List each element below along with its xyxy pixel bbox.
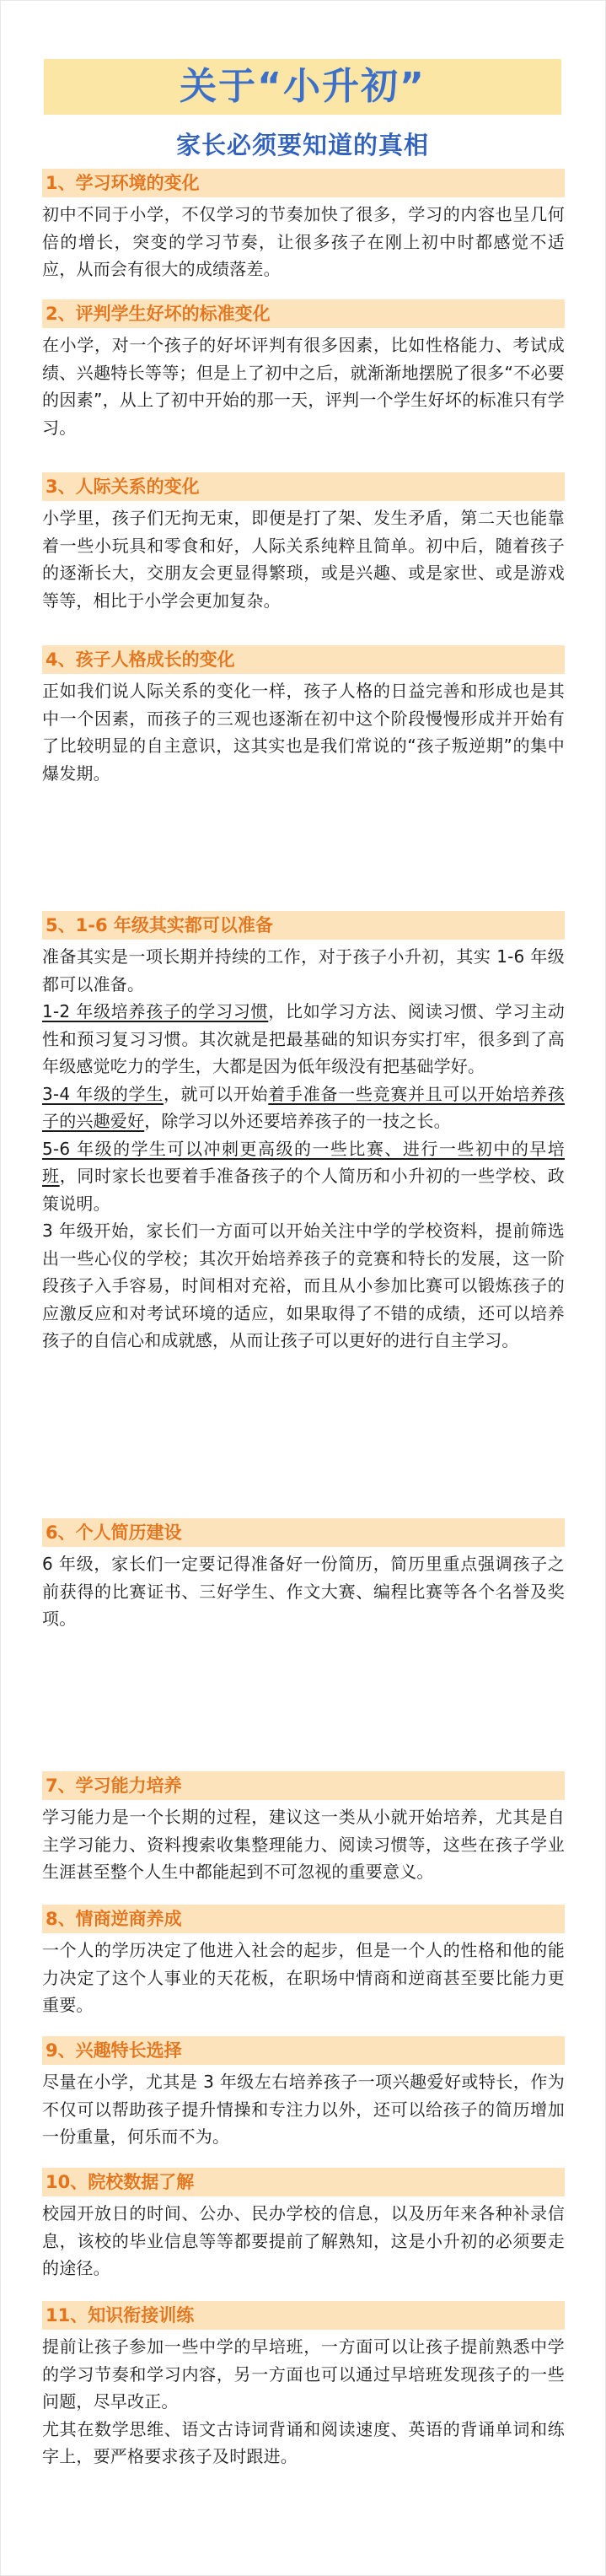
section-paragraph: 3 年级开始，家长们一方面可以开始关注中学的学校资料，提前筛选出一些心仪的学校；其次开始培养孩子的竞赛和特长的发展，这一阶段孩子入手容易，时间相对充裕，而且从小参加比赛可以锻炼孩子的应激反应和对考试环境的适应，如果取得了不错的成绩，还可以培养孩子的自信心和成就感，从而让孩子可以更好的进行自主学习。 [42,1221,565,1350]
section-knowledge-bridge [42,2301,565,2471]
section-paragraph: 一个人的学历决定了他进入社会的起步，但是一个人的性格和他的能力决定了这个人事业的天花板，在职场中情商和逆商甚至要比能力更重要。 [42,1940,565,2015]
page-subtitle: 家长必须要知道的真相 [175,131,429,159]
highlight-text: 1-2 年级培养孩子的学习习惯 [42,1001,269,1021]
highlight-text: 5-6 年级的学生可以冲刺更高级的一些比赛、进行一些初中的早培班 [42,1138,565,1186]
section-personality-growth [42,645,565,787]
section-paragraph [42,1081,565,1135]
section-paragraph: 准备其实是一项长期并持续的工作，对于孩子小升初，其实 1-6 年级都可以准备。 [42,946,565,994]
section-paragraph: 小学里，孩子们无拘无束，即便是打了架、发生矛盾，第二天也能靠着一些小玩具和零食和好，人际关系纯粹且简单。初中后，随着孩子的逐渐长大，交朋友会更显得繁琐，或是兴趣、或是家世、或是游戏等等，相比于小学会更加复杂。 [42,508,565,611]
section-heading: 2、评判学生好坏的标准变化 [42,299,565,328]
section-heading: 4、孩子人格成长的变化 [42,645,565,674]
section-paragraph: 6 年级，家长们一定要记得准备好一份简历，简历里重点强调孩子之前获得的比赛证书、三好学生、作文大赛、编程比赛等各个名誉及奖项。 [42,1554,565,1629]
section-paragraph: 学习能力是一个长期的过程，建议这一类从小就开始培养，尤其是自主学习能力、资料搜索收集整理能力、阅读习惯等，这些在孩子学业生涯甚至整个人生中都能起到不可忽视的重要意义。 [42,1807,565,1882]
section-paragraph [42,998,565,1081]
section-heading: 3、人际关系的变化 [42,472,565,501]
section-evaluation-standard [42,299,565,441]
section-learning-ability [42,1771,565,1886]
section-resume [42,1518,565,1633]
section-paragraph: 尤其在数学思维、语文古诗词背诵和阅读速度、英语的背诵单词和练字上，要严格要求孩子及时跟进。 [42,2418,565,2466]
section-heading: 1、学习环境的变化 [42,169,565,197]
section-paragraph: 在小学，对一个孩子的好坏评判有很多因素，比如性格能力、考试成绩、兴趣特长等等；但是上了初中之后，就渐渐地摆脱了很多“不必要的因素”，从上了初中开始的那一天，评判一个学生好坏的标准只有学习。 [42,335,565,438]
section-hobbies [42,2036,565,2151]
section-paragraph [42,1135,565,1218]
highlight-text: 着手准备一些竞赛并且可以开始培养孩子的兴趣爱好 [42,1083,566,1131]
paragraph-text: ，就可以开始 [163,1083,269,1104]
section-heading: 10、院校数据了解 [42,2168,565,2196]
highlight-text: 3-4 年级的学生 [42,1083,164,1104]
paragraph-text: ，除学习以外还要培养孩子的一技之长。 [144,1111,451,1131]
section-paragraph: 尽量在小学，尤其是 3 年级左右培养孩子一项兴趣爱好或特长，作为不仅可以帮助孩子提升情操和专注力以外，还可以给孩子的简历增加一份重量，何乐而不为。 [42,2072,565,2147]
section-relationships [42,472,565,614]
page-title: 关于“小升初” [44,59,561,115]
section-paragraph: 正如我们说人际关系的变化一样，孩子人格的日益完善和形成也是其中一个因素，而孩子的三观也逐渐在初中这个阶段慢慢形成并开始有了比较明显的自主意识，这其实也是我们常说的“孩子叛逆期”的集中爆发期。 [42,681,565,784]
section-heading: 6、个人简历建设 [42,1518,565,1547]
section-eq-aq [42,1905,565,2019]
section-learning-environment [42,169,565,283]
section-heading: 11、知识衔接训练 [42,2301,565,2330]
section-heading: 9、兴趣特长选择 [42,2036,565,2065]
section-school-data [42,2168,565,2282]
paragraph-text: ，比如学习方法、阅读习惯、学习主动性和预习复习习惯。其次就是把最基础的知识夯实打牢，很多到了高年级感觉吃力的学生，大都是因为低年级没有把基础学好。 [42,1001,565,1076]
section-heading: 7、学习能力培养 [42,1771,565,1800]
section-grade-preparation [42,911,565,1355]
paragraph-text: ，同时家长也要着手准备孩子的个人简历和小升初的一些学校、政策说明。 [42,1166,565,1214]
section-heading: 8、情商逆商养成 [42,1905,565,1933]
section-paragraph: 校园开放日的时间、公办、民办学校的信息，以及历年来各种补录信息，该校的毕业信息等等都要提前了解熟知，这是小升初的必须要走的途径。 [42,2203,565,2278]
section-heading: 5、1-6 年级其实都可以准备 [42,911,565,940]
section-paragraph: 初中不同于小学，不仅学习的节奏加快了很多，学习的内容也呈几何倍的增长，突变的学习节奏，让很多孩子在刚上初中时都感觉不适应，从而会有很大的成绩落差。 [42,204,565,279]
section-paragraph: 提前让孩子参加一些中学的早培班，一方面可以让孩子提前熟悉中学的学习节奏和学习内容，另一方面也可以通过早培班发现孩子的一些问题，尽早改正。 [42,2336,565,2412]
